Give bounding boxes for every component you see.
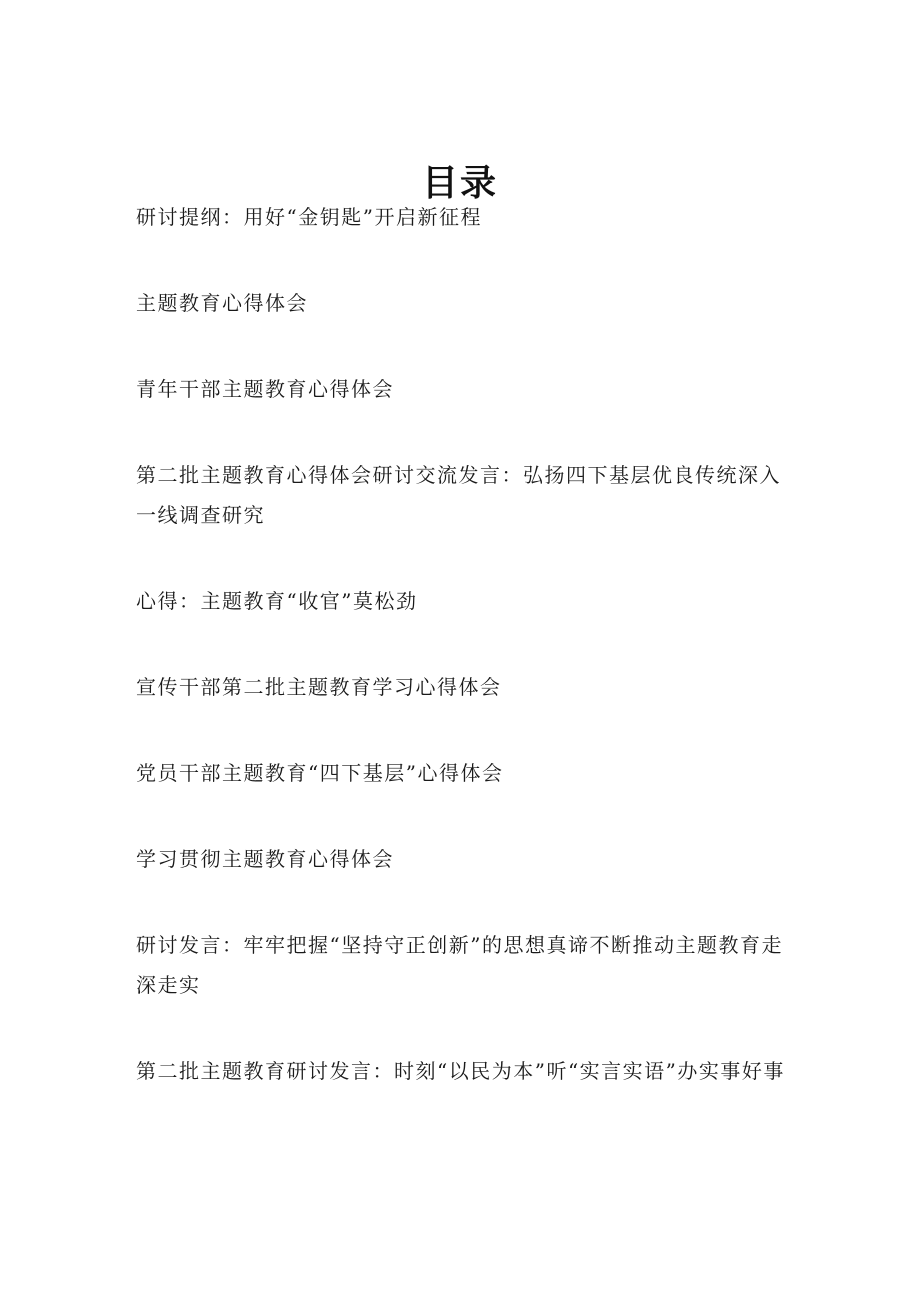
toc-entry[interactable]: 宣传干部第二批主题教育学习心得体会	[136, 675, 502, 699]
toc-entry[interactable]: 第二批主题教育研讨发言：时刻“以民为本”听“实言实语”办实事好事	[136, 1059, 785, 1083]
toc-entry[interactable]: 主题教育心得体会	[136, 291, 308, 315]
toc-entry[interactable]: 党员干部主题教育“四下基层”心得体会	[136, 761, 504, 785]
toc-entry[interactable]: 第二批主题教育心得体会研讨交流发言：弘扬四下基层优良传统深入一线调查研究	[136, 463, 781, 527]
toc-entry[interactable]: 研讨发言：牢牢把握“坚持守正创新”的思想真谛不断推动主题教育走深走实	[136, 933, 783, 997]
toc-entry[interactable]: 学习贯彻主题教育心得体会	[136, 847, 394, 871]
toc-entry[interactable]: 研讨提纲：用好“金钥匙”开启新征程	[136, 205, 482, 229]
toc-list	[136, 197, 786, 1137]
toc-title: 目录	[421, 163, 498, 205]
toc-entry[interactable]: 心得：主题教育“收官”莫松劲	[136, 589, 418, 613]
toc-entry[interactable]: 青年干部主题教育心得体会	[136, 377, 394, 401]
